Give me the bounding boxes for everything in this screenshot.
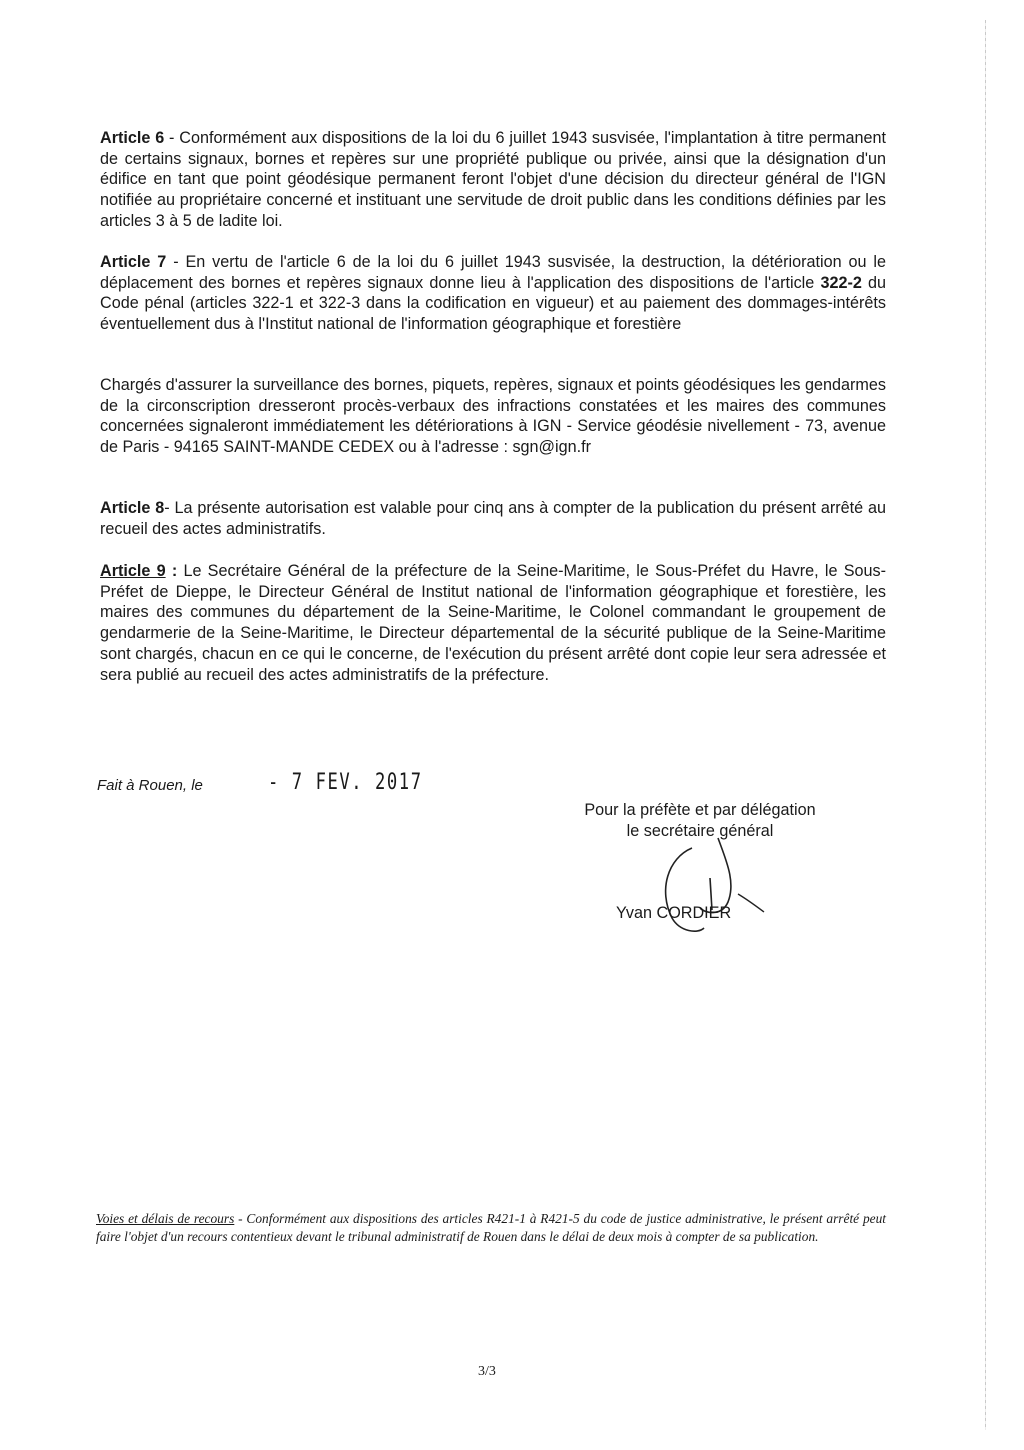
article-7-surveillance-paragraph: Chargés d'assurer la surveillance des bornes, piquets, repères, signaux et points géodésiques les gendarmes de la circonscription dresseront procès-verbaux des infractions constatées et les maires des communes concernées signaleront immédiatement les détériorations à IGN - Service géodésie nivellement - 73, avenue de Paris - 94165 SAINT-MANDE CEDEX ou à l'adresse : sgn@ign.fr <box>100 376 886 457</box>
signer-name: Yvan CORDIER <box>616 904 732 922</box>
recours-text: - Conformément aux dispositions des articles R421-1 à R421-5 du code de justice administrative, le présent arrêté peut faire l'objet d'un recours contentieux devant le tribunal administratif de Rouen dans le délai de deux mois à compter de sa publication. <box>96 1211 886 1244</box>
article-6-label: Article 6 <box>100 129 165 147</box>
article-7-label: Article 7 <box>100 253 167 271</box>
recours-title: Voies et délais de recours <box>96 1211 235 1226</box>
article-6-paragraph <box>100 128 886 232</box>
recours-notice <box>96 1210 886 1246</box>
page-number: 3/3 <box>478 1364 496 1379</box>
handwritten-signature <box>640 830 770 940</box>
fait-a-rouen-label: Fait à Rouen, le <box>97 777 203 794</box>
article-7-text-before: - En vertu de l'article 6 de la loi du 6 juillet 1943 susvisée, la destruction, la détérioration ou le déplacement des bornes et repères signaux donne lieu à l'application des dispositions de l'article <box>100 253 887 292</box>
article-7-text-after: du Code pénal (articles 322-1 et 322-3 dans la codification en vigueur) et au paiement des dommages-intérêts éventuellement dus à l'Institut national de l'information géographique et forestière <box>100 273 886 334</box>
article-7-paragraph <box>100 252 886 335</box>
article-9-label: Article 9 <box>100 562 166 580</box>
article-9-separator: : <box>165 562 184 580</box>
article-9-text: Le Secrétaire Général de la préfecture de la Seine-Maritime, le Sous-Préfet du Havre, le Sous-Préfet de Dieppe, le Directeur Général de Institut national de l'information géographique et forestière, les maires des communes du département de la Seine-Maritime, le Colonel commandant le groupement de gendarmerie de la Seine-Maritime, le Directeur départemental de la sécurité publique de la Seine-Maritime sont chargés, chacun en ce qui le concerne, de l'exécution du présent arrêté dont copie leur sera adressée et sera publié au recueil des actes administratifs de la préfecture. <box>100 562 886 684</box>
scan-edge-line <box>985 20 986 1430</box>
date-stamp: - 7 FEV. 2017 <box>268 770 423 795</box>
delegation-line-2: le secrétaire général <box>626 822 774 840</box>
delegation-line-1: Pour la préfète et par délégation <box>584 801 816 819</box>
article-8-text: - La présente autorisation est valable pour cinq ans à compter de la publication du présent arrêté au recueil des actes administratifs. <box>100 499 886 538</box>
article-6-text: - Conformément aux dispositions de la loi du 6 juillet 1943 susvisée, l'implantation à titre permanent de certains signaux, bornes et repères sur une propriété publique ou privée, ainsi que la désignation d'un édifice en tant que point géodésique permanent feront l'objet d'une décision du directeur général de l'IGN notifiée au propriétaire concerné et instituant une servitude de droit public dans les conditions définies par les articles 3 à 5 de ladite loi. <box>100 129 887 230</box>
article-8-label: Article 8 <box>100 499 165 517</box>
article-7-code-ref: 322-2 <box>820 273 862 292</box>
article-8-paragraph <box>100 498 886 539</box>
article-9-paragraph <box>100 561 886 685</box>
